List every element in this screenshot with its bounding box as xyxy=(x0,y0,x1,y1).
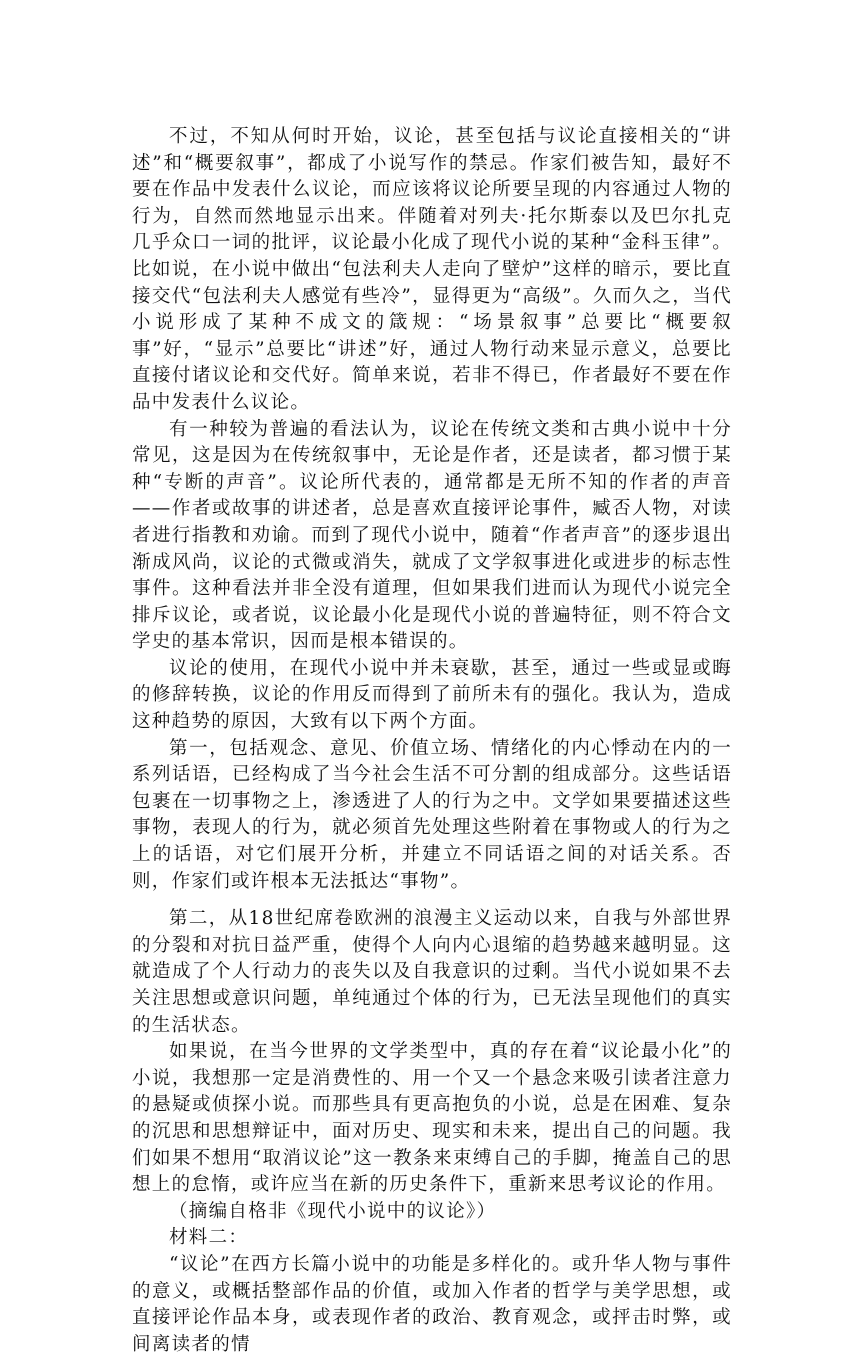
paragraph-4: 第一，包括观念、意见、价值立场、情绪化的内心悸动在内的一系列话语，已经构成了当今社会生活不可分割的组成部分。这些话语包裹在一切事物之上，渗透进了人的行为之中。文学如果要描述这些事物，表现人的行为，就必须首先处理这些附着在事物或人的行为之上的话语，对它们展开分析，并建立不同话语之间的对话关系。否则，作家们或许根本无法抵达“事物”。 xyxy=(132,737,732,892)
paragraph-2: 有一种较为普遍的看法认为，议论在传统文类和古典小说中十分常见，这是因为在传统叙事中，无论是作者，还是读者，都习惯于某种“专断的声音”。议论所代表的，通常都是无所不知的作者的声音——作者或故事的讲述者，总是喜欢直接评论事件，臧否人物，对读者进行指教和劝谕。而到了现代小说中，随着“作者声音”的逐步退出渐成风尚，议论的式微或消失，就成了文学叙事进化或进步的标志性事件。这种看法并非全没有道理，但如果我们进而认为现代小说完全排斥议论，或者说，议论最小化是现代小说的普遍特征，则不符合文学史的基本常识，因而是根本错误的。 xyxy=(132,418,732,653)
source-citation: （摘编自格非《现代小说中的议论》） xyxy=(169,1200,497,1222)
paragraph-3: 议论的使用，在现代小说中并未衰歇，甚至，通过一些或显或晦的修辞转换，议论的作用反而得到了前所未有的强化。我认为，造成这种趋势的原因，大致有以下两个方面。 xyxy=(132,657,732,733)
document-page xyxy=(132,124,732,1358)
paragraph-5: 第二，从18世纪席卷欧洲的浪漫主义运动以来，自我与外部世界的分裂和对抗日益严重，使得个人向内心退缩的趋势越来越明显。这就造成了个人行动力的丧失以及自我意识的过剩。当代小说如果不去关注思想或意识问题，单纯通过个体的行为，已无法呈现他们的真实的生活状态。 xyxy=(132,908,732,1036)
material-two-label: 材料二： xyxy=(169,1227,249,1249)
paragraph-1: 不过，不知从何时开始，议论，甚至包括与议论直接相关的“讲述”和“概要叙事”，都成了小说写作的禁忌。作家们被告知，最好不要在作品中发表什么议论，而应该将议论所要呈现的内容通过人物的行为，自然而然地显示出来。伴随着对列夫·托尔斯泰以及巴尔扎克几乎众口一词的批评，议论最小化成了现代小说的某种“金科玉律”。比如说，在小说中做出“包法利夫人走向了壁炉”这样的暗示，要比直接交代“包法利夫人感觉有些冷”，显得更为“高级”。久而久之，当代小说形成了某种不成文的箴规：“场景叙事”总要比“概要叙事”好，“显示”总要比“讲述”好，通过人物行动来显示意义，总要比直接付诸议论和交代好。简单来说，若非不得已，作者最好不要在作品中发表什么议论。 xyxy=(132,126,732,413)
paragraph-6: 如果说，在当今世界的文学类型中，真的存在着“议论最小化”的小说，我想那一定是消费性的、用一个又一个悬念来吸引读者注意力的悬疑或侦探小说。而那些具有更高抱负的小说，总是在困难、复杂的沉思和思想辩证中，面对历史、现实和未来，提出自己的问题。我们如果不想用“取消议论”这一教条来束缚自己的手脚，掩盖自己的思想上的怠惰，或许应当在新的历史条件下，重新来思考议论的作用。 xyxy=(132,1041,732,1196)
material-two-paragraph: “议论”在西方长篇小说中的功能是多样化的。或升华人物与事件的意义，或概括整部作品的价值，或加入作者的哲学与美学思想，或直接评论作品本身，或表现作者的政治、教育观念，或抨击时弊，或间离读者的情 xyxy=(132,1253,732,1355)
